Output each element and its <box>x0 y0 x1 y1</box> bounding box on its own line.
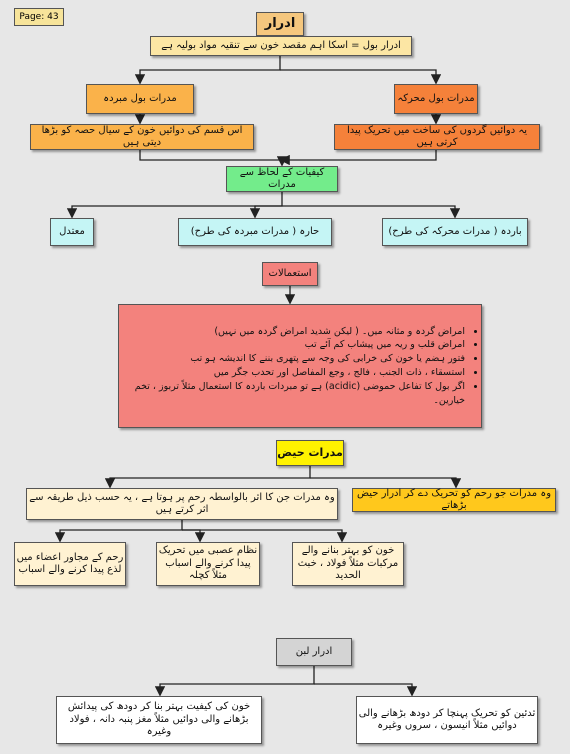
uses-title: استعمالات <box>262 262 318 286</box>
menstrual-title: مدرات حیض <box>276 440 344 466</box>
menstrual-sub-blood-improving: خون کو بہتر بنانے والے مرکبات مثلاً فولاد ، خبث الحدید <box>292 542 404 586</box>
type-muharrika-title: مدرات بول محرکہ <box>394 84 478 114</box>
main-title: ادرار <box>256 12 304 36</box>
page-number-badge: Page: 43 <box>14 8 64 26</box>
use-item: • فتور ہضم یا خون کی خرابی کی وجہ سے پتھری بننے کا اندیشہ ہو تب <box>125 352 465 366</box>
milk-title: ادرار لبن <box>276 638 352 666</box>
menstrual-indirect: وہ مدرات جن کا اثر بالواسطہ رحم پر ہوتا ہے ، یہ حسب ذیل طریقہ سے اثر کرتے ہیں <box>26 488 338 520</box>
use-item: • اگر بول کا تفاعل حموضی (acidic) ہے تو مبردات باردہ کا استعمال مثلاً تربوز ، تخم خیارین۔ <box>125 380 465 408</box>
uses-list-box <box>118 304 482 428</box>
menstrual-sub-adjacent-organs: رحم کے مجاور اعضاء میں لذع پیدا کرنے والے اسباب <box>14 542 126 586</box>
milk-blood-quality: خون کی کیفیت بہتر بنا کر دودھ کی پیدائش بڑھانے والی دوائیں مثلاً مغز پنبہ دانہ ، فولاد وغیرہ <box>56 696 262 744</box>
type-muharrika-desc: یہ دوائیں گردوں کی ساخت میں تحریک پیدا کرتی ہیں <box>334 124 540 150</box>
type-mubarrida-title: مدرات بول مبردہ <box>86 84 194 114</box>
use-item: • امراض قلب و ریہ میں پیشاب کم آئے تب <box>125 338 465 352</box>
quality-moatadil: معتدل <box>50 218 94 246</box>
quality-harra: حارہ ( مدرات مبردہ کی طرح) <box>178 218 332 246</box>
quality-barida: باردہ ( مدرات محرکہ کی طرح) <box>382 218 528 246</box>
definition-box: ادرار بول = اسکا اہم مقصد خون سے تنقیہ مواد بولیہ ہے <box>150 36 412 56</box>
use-item: • استسقاء ، ذات الجنب ، فالج ، وجع المفاصل اور تحدب جگر میں <box>125 366 465 380</box>
menstrual-direct: وہ مدرات جو رحم کو تحریک دے کر ادرار حیض بڑھاتے <box>352 488 556 512</box>
type-mubarrida-desc: اس قسم کی دوائیں خون کے سیال حصہ کو بڑھا دیتی ہیں <box>30 124 254 150</box>
milk-breast-stimulation: ثدئین کو تحریک پہنچا کر دودھ بڑھانے والی دوائیں مثلاً انیسون ، سروں وغیرہ <box>356 696 538 744</box>
qualities-title: کیفیات کے لحاظ سے مدرات <box>226 166 338 192</box>
use-item: • امراض گردہ و مثانہ میں۔ ( لیکن شدید امراض گردہ میں نہیں) <box>125 325 465 339</box>
menstrual-sub-nervous-system: نظام عصبی میں تحریک پیدا کرنے والے اسباب مثلاً کچلہ <box>156 542 260 586</box>
